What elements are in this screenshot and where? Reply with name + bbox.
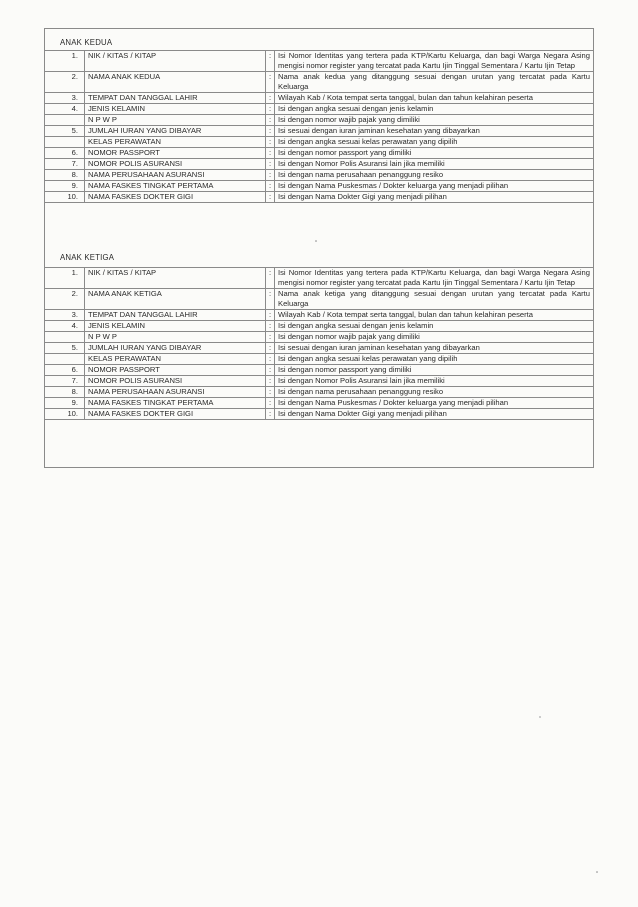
form-row	[45, 376, 594, 387]
anak-ketiga-table	[44, 267, 594, 420]
row-number	[45, 137, 85, 148]
form-row	[45, 51, 594, 72]
separator: :	[266, 310, 275, 321]
row-number: 1.	[45, 268, 85, 289]
separator: :	[266, 115, 275, 126]
form-row	[45, 126, 594, 137]
field-label: TEMPAT DAN TANGGAL LAHIR	[85, 310, 266, 321]
field-description: Isi dengan nama perusahaan penanggung resiko	[275, 170, 594, 181]
scan-speck	[596, 871, 598, 873]
field-description: Isi sesuai dengan iuran jaminan kesehatan yang dibayarkan	[275, 343, 594, 354]
field-description: Isi dengan nama perusahaan penanggung resiko	[275, 387, 594, 398]
field-label: NAMA PERUSAHAAN ASURANSI	[85, 387, 266, 398]
separator: :	[266, 148, 275, 159]
field-description: Isi dengan angka sesuai kelas perawatan yang dipilih	[275, 137, 594, 148]
row-number: 4.	[45, 321, 85, 332]
field-description: Wilayah Kab / Kota tempat serta tanggal, bulan dan tahun kelahiran peserta	[275, 93, 594, 104]
field-label: TEMPAT DAN TANGGAL LAHIR	[85, 93, 266, 104]
separator: :	[266, 365, 275, 376]
field-description: Isi Nomor Identitas yang tertera pada KTP/Kartu Keluarga, dan bagi Warga Negara Asing mengisi nomor register yang tercatat pada Kartu Ijin Tinggal Sementara / Kartu Ijin Tetap	[275, 51, 594, 72]
field-label: NIK / KITAS / KITAP	[85, 268, 266, 289]
field-description: Isi sesuai dengan iuran jaminan kesehatan yang dibayarkan	[275, 126, 594, 137]
field-description: Isi dengan nomor passport yang dimiliki	[275, 148, 594, 159]
separator: :	[266, 398, 275, 409]
row-number: 1.	[45, 51, 85, 72]
form-row	[45, 148, 594, 159]
field-label: N P W P	[85, 332, 266, 343]
form-row	[45, 115, 594, 126]
form-row	[45, 192, 594, 203]
separator: :	[266, 387, 275, 398]
form-row	[45, 72, 594, 93]
field-description: Isi dengan nomor wajib pajak yang dimiliki	[275, 115, 594, 126]
row-number: 2.	[45, 72, 85, 93]
field-description: Isi dengan Nomor Polis Asuransi lain jika memiliki	[275, 376, 594, 387]
field-label: NOMOR PASSPORT	[85, 148, 266, 159]
separator: :	[266, 332, 275, 343]
field-label: NAMA ANAK KETIGA	[85, 289, 266, 310]
form-row	[45, 104, 594, 115]
form-row	[45, 354, 594, 365]
field-description: Isi dengan Nama Dokter Gigi yang menjadi pilihan	[275, 409, 594, 420]
row-number	[45, 332, 85, 343]
form-row	[45, 310, 594, 321]
field-description: Nama anak ketiga yang ditanggung sesuai dengan urutan yang tercatat pada Kartu Keluarga	[275, 289, 594, 310]
row-number	[45, 354, 85, 365]
field-label: NOMOR POLIS ASURANSI	[85, 376, 266, 387]
separator: :	[266, 409, 275, 420]
separator: :	[266, 159, 275, 170]
separator: :	[266, 376, 275, 387]
row-number: 8.	[45, 170, 85, 181]
form-row	[45, 387, 594, 398]
row-number: 9.	[45, 398, 85, 409]
form-row	[45, 170, 594, 181]
form-row	[45, 181, 594, 192]
row-number	[45, 115, 85, 126]
field-label: JENIS KELAMIN	[85, 104, 266, 115]
field-description: Isi dengan Nomor Polis Asuransi lain jika memiliki	[275, 159, 594, 170]
form-row	[45, 268, 594, 289]
field-label: NAMA FASKES TINGKAT PERTAMA	[85, 398, 266, 409]
row-number: 3.	[45, 310, 85, 321]
separator: :	[266, 321, 275, 332]
form-row	[45, 365, 594, 376]
row-number: 5.	[45, 126, 85, 137]
row-number: 4.	[45, 104, 85, 115]
separator: :	[266, 289, 275, 310]
row-number: 7.	[45, 376, 85, 387]
field-label: NOMOR PASSPORT	[85, 365, 266, 376]
row-number: 3.	[45, 93, 85, 104]
field-label: N P W P	[85, 115, 266, 126]
field-description: Isi dengan angka sesuai dengan jenis kelamin	[275, 104, 594, 115]
form-row	[45, 159, 594, 170]
row-number: 6.	[45, 148, 85, 159]
field-label: JUMLAH IURAN YANG DIBAYAR	[85, 126, 266, 137]
form-row	[45, 137, 594, 148]
row-number: 7.	[45, 159, 85, 170]
form-row	[45, 409, 594, 420]
section-title-anak-ketiga: ANAK KETIGA	[60, 253, 115, 262]
field-description: Isi dengan Nama Puskesmas / Dokter keluarga yang menjadi pilihan	[275, 181, 594, 192]
row-number: 6.	[45, 365, 85, 376]
field-description: Isi dengan Nama Puskesmas / Dokter keluarga yang menjadi pilihan	[275, 398, 594, 409]
separator: :	[266, 354, 275, 365]
field-label: NAMA PERUSAHAAN ASURANSI	[85, 170, 266, 181]
field-description: Nama anak kedua yang ditanggung sesuai dengan urutan yang tercatat pada Kartu Keluarga	[275, 72, 594, 93]
field-label: NIK / KITAS / KITAP	[85, 51, 266, 72]
field-label: KELAS PERAWATAN	[85, 137, 266, 148]
field-label: NOMOR POLIS ASURANSI	[85, 159, 266, 170]
form-row	[45, 332, 594, 343]
row-number: 5.	[45, 343, 85, 354]
field-label: NAMA FASKES TINGKAT PERTAMA	[85, 181, 266, 192]
form-row	[45, 289, 594, 310]
row-number: 10.	[45, 409, 85, 420]
separator: :	[266, 192, 275, 203]
scan-speck	[539, 716, 541, 718]
field-label: KELAS PERAWATAN	[85, 354, 266, 365]
form-row	[45, 93, 594, 104]
field-description: Isi dengan nomor wajib pajak yang dimiliki	[275, 332, 594, 343]
separator: :	[266, 93, 275, 104]
field-label: NAMA ANAK KEDUA	[85, 72, 266, 93]
separator: :	[266, 126, 275, 137]
field-label: NAMA FASKES DOKTER GIGI	[85, 409, 266, 420]
field-description: Isi dengan nomor passport yang dimiliki	[275, 365, 594, 376]
form-row	[45, 343, 594, 354]
separator: :	[266, 51, 275, 72]
row-number: 8.	[45, 387, 85, 398]
row-number: 2.	[45, 289, 85, 310]
separator: :	[266, 104, 275, 115]
separator: :	[266, 137, 275, 148]
section-title-anak-kedua: ANAK KEDUA	[60, 38, 113, 47]
separator: :	[266, 343, 275, 354]
field-description: Isi dengan angka sesuai kelas perawatan yang dipilih	[275, 354, 594, 365]
form-row	[45, 321, 594, 332]
row-number: 10.	[45, 192, 85, 203]
field-description: Wilayah Kab / Kota tempat serta tanggal, bulan dan tahun kelahiran peserta	[275, 310, 594, 321]
anak-kedua-table	[44, 50, 594, 203]
form-row	[45, 398, 594, 409]
field-description: Isi Nomor Identitas yang tertera pada KTP/Kartu Keluarga, dan bagi Warga Negara Asing mengisi nomor register yang tercatat pada Kartu Ijin Tinggal Sementara / Kartu Ijin Tetap	[275, 268, 594, 289]
separator: :	[266, 268, 275, 289]
row-number: 9.	[45, 181, 85, 192]
separator: :	[266, 72, 275, 93]
scan-speck	[315, 240, 317, 242]
field-label: JUMLAH IURAN YANG DIBAYAR	[85, 343, 266, 354]
separator: :	[266, 181, 275, 192]
field-label: JENIS KELAMIN	[85, 321, 266, 332]
field-description: Isi dengan angka sesuai dengan jenis kelamin	[275, 321, 594, 332]
field-label: NAMA FASKES DOKTER GIGI	[85, 192, 266, 203]
separator: :	[266, 170, 275, 181]
field-description: Isi dengan Nama Dokter Gigi yang menjadi pilihan	[275, 192, 594, 203]
